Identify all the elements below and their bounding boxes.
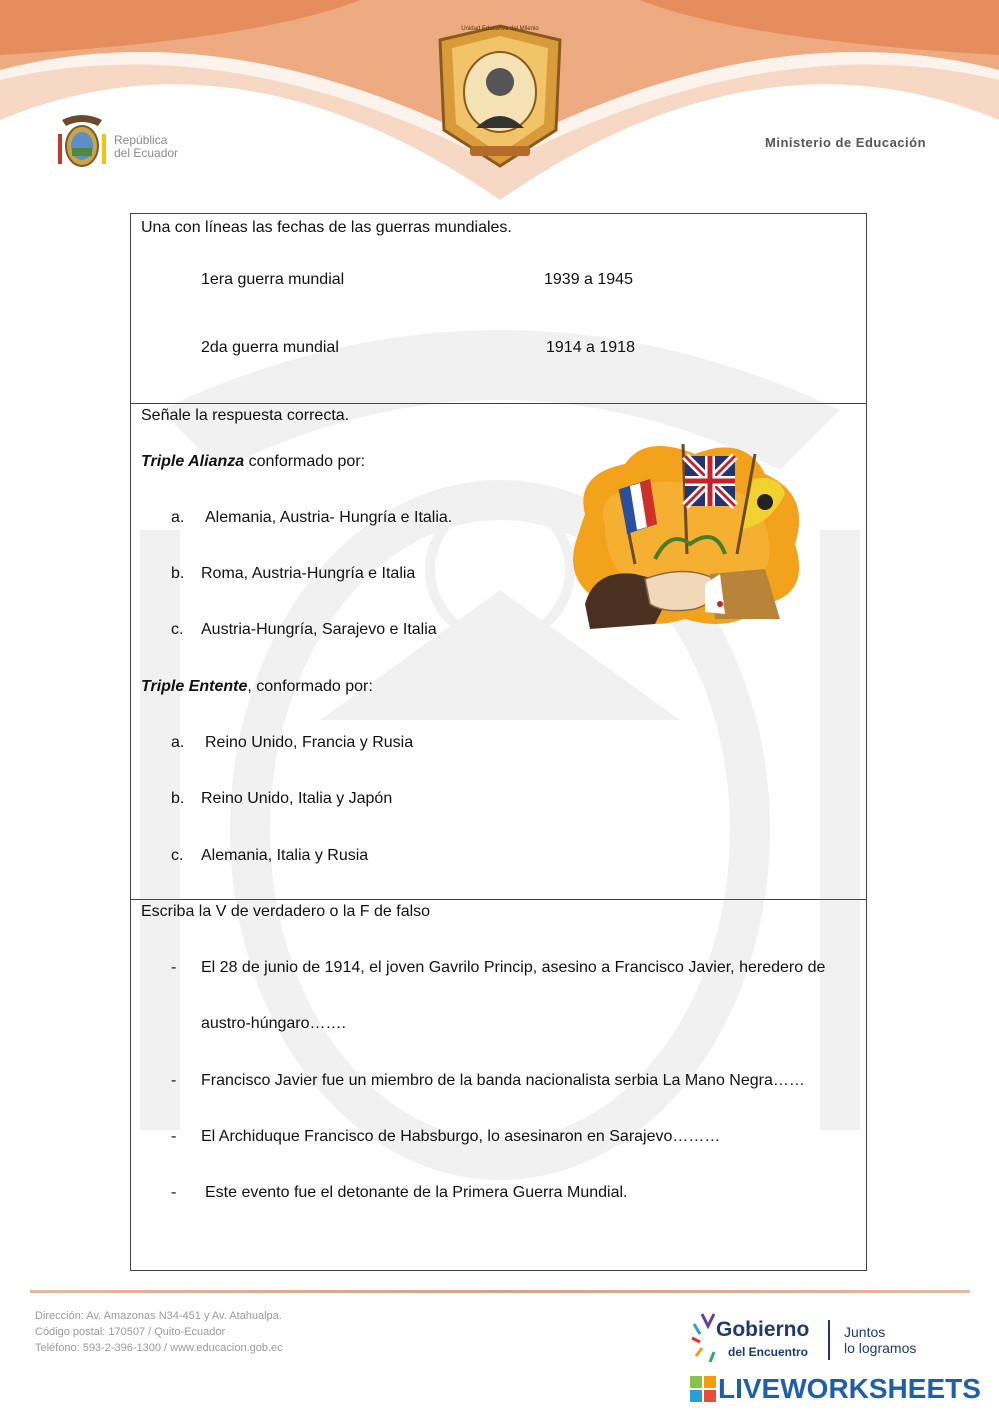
bullet: -: [171, 1128, 177, 1145]
gobierno-logo: [690, 1312, 960, 1372]
matching-left-item[interactable]: 1era guerra mundial: [201, 271, 345, 288]
liveworksheets-logo-icon: [690, 1376, 716, 1402]
statement-text[interactable]: Francisco Javier fue un miembro de la banda nacionalista serbia La Mano Negra……: [201, 1072, 805, 1089]
option-letter: c.: [171, 621, 184, 638]
footer-divider: [30, 1290, 970, 1293]
school-seal: [430, 20, 570, 170]
choice-instruction: Señale la respuesta correcta.: [141, 407, 350, 424]
worksheet-table: [130, 213, 867, 1271]
bullet: -: [171, 1072, 177, 1089]
option-text[interactable]: Austria-Hungría, Sarajevo e Italia: [201, 621, 437, 638]
gobierno-sub: del Encuentro: [728, 1345, 809, 1359]
option-text[interactable]: Alemania, Austria- Hungría e Italia.: [205, 509, 453, 526]
statement-text[interactable]: El Archiduque Francisco de Habsburgo, lo asesinaron en Sarajevo………: [201, 1128, 721, 1145]
option-letter: c.: [171, 847, 184, 864]
true-false-section: [131, 900, 866, 1270]
republica-logo: [52, 112, 202, 174]
option-letter: b.: [171, 790, 185, 807]
statement-text[interactable]: El 28 de junio de 1914, el joven Gavrilo Princip, asesino a Francisco Javier, heredero de: [201, 959, 826, 976]
gobierno-word: Gobierno: [716, 1318, 810, 1341]
true-false-instruction: Escriba la V de verdadero o la F de falso: [141, 903, 431, 920]
statement-text-continued[interactable]: austro-húngaro…….: [201, 1015, 346, 1032]
matching-left-item[interactable]: 2da guerra mundial: [201, 339, 339, 356]
multiple-choice-section: [131, 404, 866, 900]
option-text[interactable]: Reino Unido, Francia y Rusia: [205, 734, 414, 751]
ministry-label: Ministerio de Educación: [765, 135, 927, 150]
seal-label: Unidad Educativa del Milenio: [461, 26, 539, 32]
alliance-handshake-illustration: [565, 434, 811, 634]
footer-address-block: [35, 1308, 283, 1356]
option-letter: a.: [171, 509, 185, 526]
option-text[interactable]: Alemania, Italia y Rusia: [201, 847, 369, 864]
matching-section: [131, 214, 866, 404]
ecuador-coat-of-arms-icon: [52, 112, 112, 174]
option-text[interactable]: Reino Unido, Italia y Japón: [201, 790, 393, 807]
group-title-triple-entente: Triple Entente, conformado por:: [141, 678, 373, 695]
footer-postal: Código postal: 170507 / Quito-Ecuador: [35, 1326, 226, 1338]
footer-address: Dirección: Av. Amazonas N34-451 y Av. Atahualpa.: [35, 1310, 282, 1322]
bullet: -: [171, 1184, 177, 1201]
bullet: -: [171, 959, 177, 976]
liveworksheets-text[interactable]: LIVEWORKSHEETS: [718, 1373, 981, 1404]
slogan-line-2: lo logramos: [844, 1340, 917, 1356]
option-letter: b.: [171, 565, 185, 582]
republica-text-2: del Ecuador: [114, 146, 179, 160]
group-title-triple-alianza: Triple Alianza conformado por:: [141, 453, 366, 470]
republica-text-1: República: [114, 133, 168, 147]
option-letter: a.: [171, 734, 185, 751]
statement-text[interactable]: Este evento fue el detonante de la Primera Guerra Mundial.: [205, 1184, 628, 1201]
matching-instruction: Una con líneas las fechas de las guerras mundiales.: [141, 219, 512, 236]
gobierno-divider: [828, 1320, 830, 1360]
slogan-line-1: Juntos: [844, 1324, 886, 1340]
matching-right-item[interactable]: 1914 a 1918: [546, 339, 635, 356]
matching-right-item[interactable]: 1939 a 1945: [544, 271, 633, 288]
footer-phone: Teléfono: 593-2-396-1300 / www.educacion.gob.ec: [35, 1342, 283, 1354]
option-text[interactable]: Roma, Austria-Hungría e Italia: [201, 565, 416, 582]
